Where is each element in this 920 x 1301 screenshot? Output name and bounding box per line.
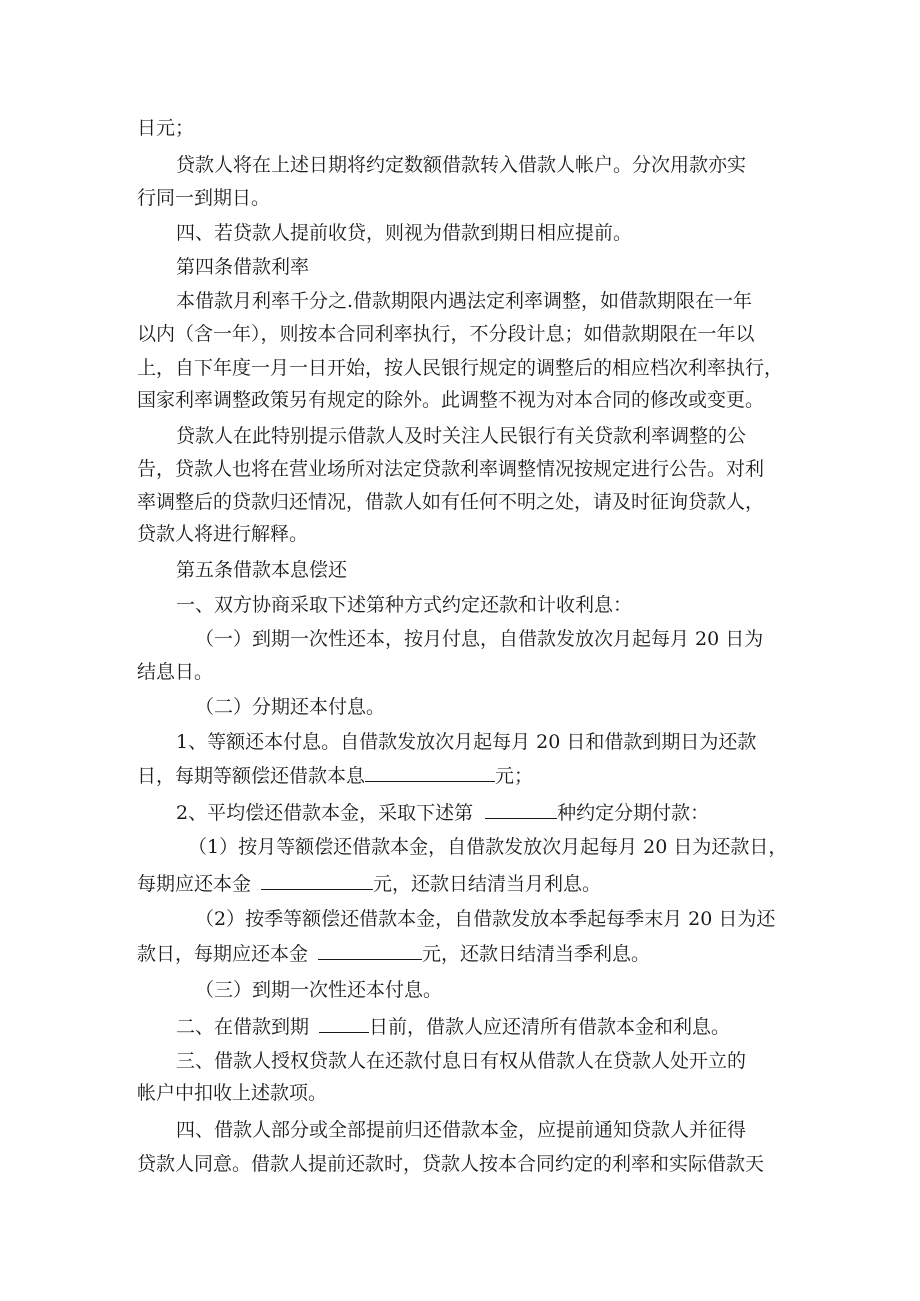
text-segment: 日，每期等额偿还借款本息 — [137, 765, 366, 787]
text-line: 国家利率调整政策另有规定的除外。此调整不视为对本合同的修改或变更。 — [137, 389, 765, 411]
section-heading: 第四条借款利率 — [176, 256, 310, 278]
fill-in-blank — [365, 763, 495, 782]
section-heading: 第五条借款本息偿还 — [176, 559, 348, 581]
text-line: 贷款人将在上述日期将约定数额借款转入借款人帐户。分次用款亦实 — [176, 154, 747, 176]
text-line-with-blank — [137, 941, 650, 965]
text-line: 行同一到期日。 — [137, 187, 271, 209]
text-line: 结息日。 — [137, 661, 214, 683]
fill-in-blank — [319, 1014, 369, 1033]
text-line: 率调整后的贷款归还情况，借款人如有任何不明之处，请及时征询贷款人， — [137, 491, 765, 513]
text-segment: 元，还款日结清当季利息。 — [422, 943, 651, 965]
text-segment: 2、平均偿还借款本金，采取下述第 — [176, 802, 474, 824]
text-line: 贷款人同意。借款人提前还款时，贷款人按本合同约定的利率和实际借款天 — [137, 1153, 765, 1175]
text-line: 以内（含一年），则按本合同利率执行，不分段计息；如借款期限在一年以 — [137, 323, 755, 345]
text-segment: 款日，每期应还本金 — [137, 943, 309, 965]
text-line: 四、若贷款人提前收贷，则视为借款到期日相应提前。 — [176, 222, 633, 244]
text-line: 1、等额还本付息。自借款发放次月起每月 20 日和借款到期日为还款 — [176, 731, 757, 753]
text-line: 上，自下年度一月一日开始，按人民银行规定的调整后的相应档次利率执行， — [137, 357, 784, 379]
text-segment: 元，还款日结清当月利息。 — [373, 873, 602, 895]
text-segment: 二、在借款到期 — [176, 1016, 310, 1038]
text-line: 一、双方协商采取下述第种方式约定还款和计收利息： — [176, 594, 633, 616]
text-line: （1）按月等额偿还借款本金，自借款发放次月起每月 20 日为还款日， — [188, 836, 788, 858]
text-line-with-blank — [176, 1014, 730, 1038]
text-line: 贷款人在此特别提示借款人及时关注人民银行有关贷款利率调整的公 — [176, 425, 747, 447]
text-line: 日元； — [137, 117, 195, 139]
text-line: 帐户中扣收上述款项。 — [137, 1082, 328, 1104]
text-line: 贷款人将进行解释。 — [137, 523, 309, 545]
text-line: 告，贷款人也将在营业场所对法定贷款利率调整情况按规定进行公告。对利 — [137, 458, 765, 480]
text-line: （一）到期一次性还本，按月付息，自借款发放次月起每月 20 日为 — [195, 628, 764, 650]
text-line-with-blank — [137, 763, 533, 787]
text-segment: 日前，借款人应还清所有借款本金和利息。 — [369, 1016, 731, 1038]
text-segment: 元； — [495, 765, 534, 787]
text-segment: 每期应还本金 — [137, 873, 252, 895]
text-line-with-blank — [137, 871, 601, 895]
fill-in-blank — [485, 800, 557, 819]
text-line: 三、借款人授权贷款人在还款付息日有权从借款人在贷款人处开立的 — [176, 1050, 747, 1072]
text-line: 本借款月利率千分之.借款期限内遇法定利率调整，如借款期限在一年 — [176, 290, 753, 312]
text-segment: 种约定分期付款： — [557, 802, 710, 824]
text-line: 四、借款人部分或全部提前归还借款本金，应提前通知贷款人并征得 — [176, 1119, 747, 1141]
fill-in-blank — [318, 941, 422, 960]
text-line-with-blank — [176, 800, 709, 824]
text-line: （三）到期一次性还本付息。 — [195, 979, 443, 1001]
fill-in-blank — [261, 871, 373, 890]
text-line: （二）分期还本付息。 — [195, 696, 386, 718]
text-line: （2）按季等额偿还借款本金，自借款发放本季起每季末月 20 日为还 — [195, 908, 776, 930]
